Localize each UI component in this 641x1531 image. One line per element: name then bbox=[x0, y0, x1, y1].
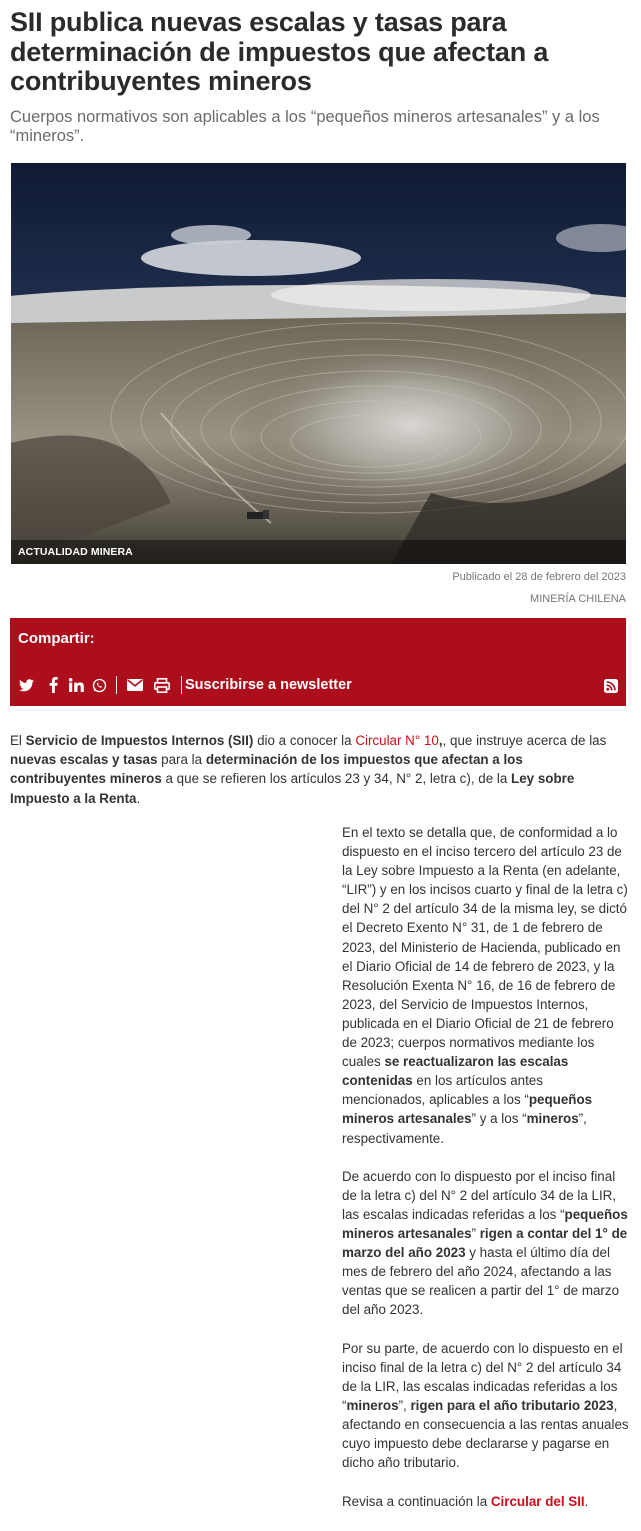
newsletter-link[interactable]: Suscribirse a newsletter bbox=[185, 677, 352, 693]
article-subtitle: Cuerpos normativos son aplicables a los “pequeños mineros artesanales” y a los “mineros”. bbox=[10, 108, 600, 145]
share-separator bbox=[116, 676, 117, 694]
share-separator bbox=[181, 676, 182, 694]
rss-icon[interactable] bbox=[604, 679, 618, 698]
hero-image bbox=[11, 163, 626, 564]
image-caption-bar bbox=[11, 540, 626, 564]
email-icon[interactable] bbox=[126, 676, 143, 694]
publish-date: Publicado el 28 de febrero del 2023 bbox=[452, 571, 626, 583]
body-paragraph-4: Revisa a continuación la Circular del SII. bbox=[342, 1493, 589, 1509]
facebook-icon[interactable] bbox=[48, 676, 58, 694]
open-pit-mine-photo bbox=[11, 163, 626, 564]
article-source: MINERÍA CHILENA bbox=[530, 593, 626, 605]
image-caption: ACTUALIDAD MINERA bbox=[18, 546, 133, 558]
article-body bbox=[342, 823, 630, 1530]
share-bar bbox=[10, 618, 626, 706]
body-paragraph-3: Por su parte, de acuerdo con lo dispuesto en el inciso final de la letra c) del N° 2 del artículo 34 de la LIR, las escalas indicadas referidas a los “mineros”, rigen para el año tributario 2023, afectando en consecuencia a las rentas anuales cuyo impuesto debe declararse y pagarse en dicho año tributario. bbox=[342, 1340, 629, 1471]
share-icons-row bbox=[18, 676, 618, 696]
whatsapp-icon[interactable] bbox=[91, 676, 107, 694]
body-paragraph-1: En el texto se detalla que, de conformidad a lo dispuesto en el inciso tercero del artículo 23 de la Ley sobre Impuesto a la Renta (en adelante, “LIR”) y en los incisos cuarto y final de la letra c) del N° 2 del artículo 34 de la misma ley, se dictó el Decreto Exento N° 31, de 1 de febrero de 2023, del Ministerio de Hacienda, publicado en el Diario Oficial de 14 de febrero de 2023, y la Resolución Exenta N° 16, de 16 de febrero de 2023, del Servicio de Impuestos Internos, publicada en el Diario Oficial de 21 de febrero de 2023; cuerpos normativos mediante los cuales se reactualizaron las escalas contenidas en los artículos antes mencionados, aplicables a los “pequeños mineros artesanales” y a los “mineros”, respectivamente. bbox=[342, 825, 628, 1146]
print-icon[interactable] bbox=[153, 676, 170, 694]
article-title: SII publica nuevas escalas y tasas para determinación de impuestos que afectan a contribuyentes mineros bbox=[10, 7, 549, 96]
circular-10-link[interactable]: Circular N° 10 bbox=[355, 733, 439, 748]
lead-paragraph: El Servicio de Impuestos Internos (SII) dio a conocer la Circular N° 10,, que instruye acerca de las nuevas escalas y tasas para la determinación de los impuestos que afectan a los contribuyentes mineros a que se refieren los artículos 23 y 34, N° 2, letra c), de la Ley sobre Impuesto a la Renta. bbox=[10, 733, 607, 806]
twitter-icon[interactable] bbox=[18, 676, 35, 694]
circular-sii-link[interactable]: Circular del SII bbox=[490, 1493, 585, 1509]
share-label: Compartir: bbox=[18, 630, 95, 647]
linkedin-icon[interactable] bbox=[68, 676, 84, 694]
body-paragraph-2: De acuerdo con lo dispuesto por el inciso final de la letra c) del N° 2 del artículo 34 de la LIR, las escalas indicadas referidas a los “pequeños mineros artesanales” rigen a contar del 1° de marzo del año 2023 y hasta el último día del mes de febrero del año 2024, afectando a las ventas que se realicen a partir del 1° de marzo del año 2023. bbox=[342, 1168, 628, 1318]
